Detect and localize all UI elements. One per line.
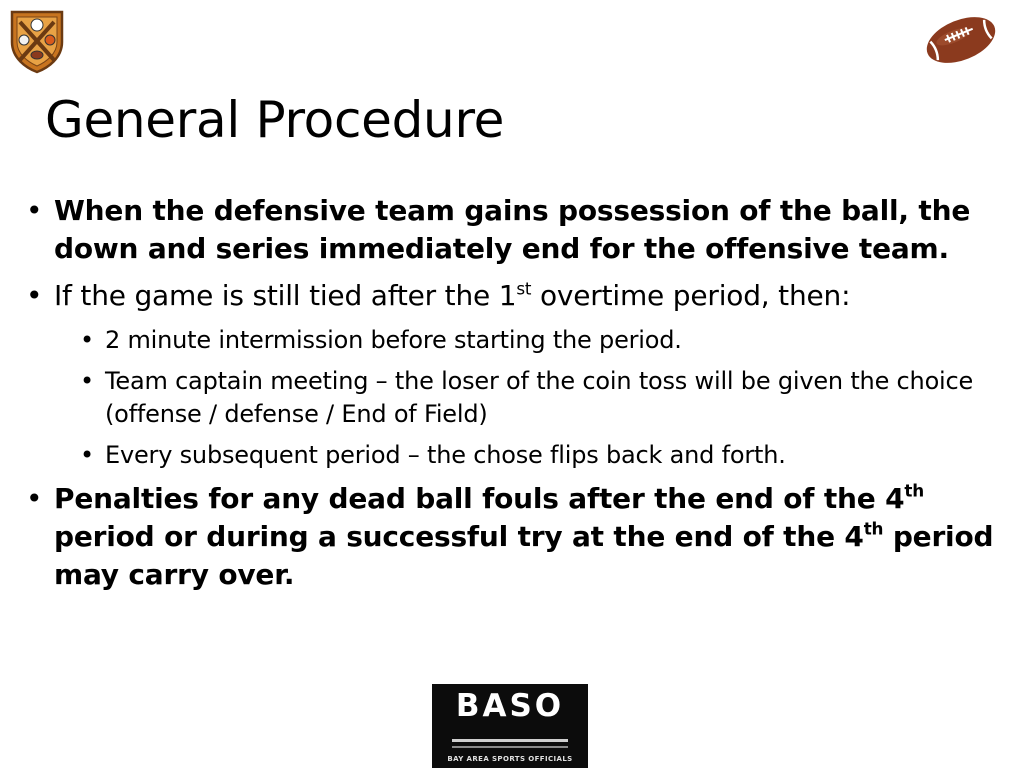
sub-bullet-subsequent-period: • Every subsequent period – the chose flips back and forth. [0, 439, 1000, 472]
bullet-tied-after-overtime [0, 277, 1000, 315]
ordinal-suffix: th [904, 480, 924, 501]
sub-bullet-intermission: • 2 minute intermission before starting the period. [0, 324, 1000, 357]
bullet-dead-ball-penalties [0, 480, 1000, 594]
bullet-text: period or during a successful try at the end of the 4 [54, 520, 864, 553]
logo-name: BASO [455, 688, 565, 724]
logo-divider [452, 746, 568, 748]
logo-subtitle: BAY AREA SPORTS OFFICIALS [447, 755, 573, 763]
bullet-text: If the game is still tied after the 1 [54, 279, 517, 312]
bullet-defensive-possession: • When the defensive team gains possession of the ball, the down and series immediately end for the offensive team. [0, 192, 1000, 268]
bullet-text: period may carry over. [54, 520, 994, 591]
baso-logo [432, 684, 588, 768]
logo-divider [452, 739, 568, 742]
slide-title: General Procedure [45, 91, 505, 149]
bullet-list [0, 192, 1000, 603]
bullet-text: overtime period, then: [531, 279, 851, 312]
ordinal-suffix: st [516, 278, 532, 299]
sports-crest-icon [8, 8, 66, 74]
football-icon [922, 14, 1000, 66]
bullet-text: Penalties for any dead ball fouls after the end of the 4 [54, 482, 905, 515]
ordinal-suffix: th [863, 518, 884, 539]
sub-bullet-captain-meeting: • Team captain meeting – the loser of the coin toss will be given the choice (offense / defense / End of Field) [0, 365, 1000, 431]
